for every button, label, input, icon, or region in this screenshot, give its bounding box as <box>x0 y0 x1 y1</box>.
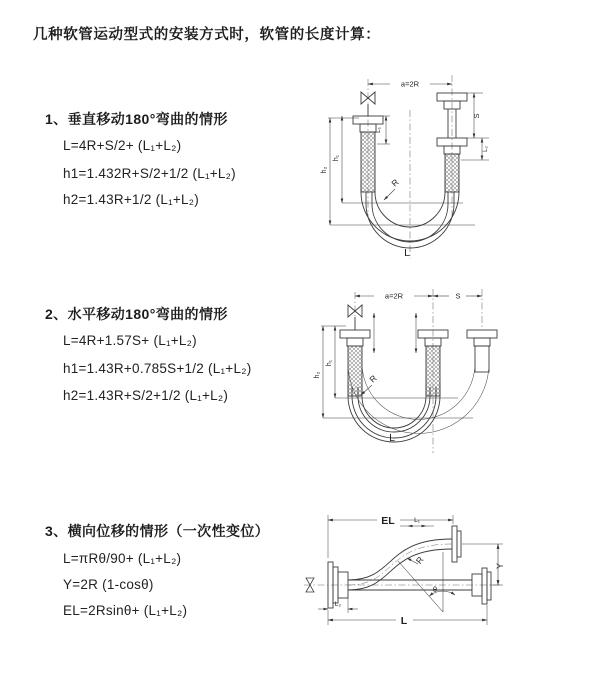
angle-construction <box>398 552 455 612</box>
radius-leader <box>361 385 372 395</box>
dim-h2-label: h₂ <box>321 166 328 174</box>
diagram-horizontal-180-bend <box>308 283 573 468</box>
section-3-formula-Y: Y=2R (1-cosθ) <box>63 577 154 592</box>
radius-leader <box>384 189 395 200</box>
dim-el-label: EL <box>381 515 395 527</box>
section-2-formula-h1: h1=1.43R+0.785S+1/2 (L₁+L₂) <box>63 361 252 376</box>
section-2-formula-L: L=4R+1.57S+ (L₁+L₂) <box>63 333 197 348</box>
dim-a2r-label: a=2R <box>384 291 404 301</box>
diagram-vertical-180-bend <box>315 68 525 263</box>
radius-label: R <box>367 373 379 385</box>
dim-l <box>328 605 487 625</box>
length-label: L <box>389 432 395 444</box>
dim-l-label: L <box>400 615 408 627</box>
section-2-formula-h2: h2=1.43R+S/2+1/2 (L₁+L₂) <box>63 388 229 403</box>
dim-l2-label: L₂ <box>334 601 342 608</box>
dim-s-label: S <box>455 291 461 301</box>
dim-h1-label: h₁ <box>333 154 340 162</box>
dim-l2-label: L₂ <box>483 146 489 152</box>
section-3-heading: 3、横向位移的情形（一次性变位） <box>45 523 270 539</box>
dim-y-label: Y <box>495 562 505 570</box>
dim-h1-h2 <box>321 326 473 418</box>
diagram-lateral-displacement <box>300 500 580 645</box>
angle-theta-label: θ <box>432 585 438 594</box>
pipe-fittings <box>340 330 497 396</box>
section-3-formula-EL: EL=2Rsinθ+ (L₁+L₂) <box>63 603 188 618</box>
section-1-formula-h1: h1=1.432R+S/2+1/2 (L₁+L₂) <box>63 166 236 181</box>
section-1-formula-h2: h2=1.43R+1/2 (L₁+L₂) <box>63 192 200 207</box>
dim-h1-label: h₁ <box>326 359 333 367</box>
dim-l1-label: L₁ <box>375 127 382 133</box>
dim-a2r-label: a=2R <box>400 79 420 89</box>
upper-right-flange <box>452 526 461 562</box>
page-title: 几种软管运动型式的安装方式时，软管的长度计算： <box>33 27 381 43</box>
radius-label: R <box>389 177 401 189</box>
length-label: L <box>404 247 410 259</box>
hose-s-curve <box>348 539 452 590</box>
dim-l1-label: L₁ <box>414 517 420 524</box>
section-3-formula-L: L=πRθ/90+ (L₁+L₂) <box>63 551 182 566</box>
dim-h2-label: h₂ <box>314 371 321 379</box>
dim-s-label: S <box>472 113 481 119</box>
radius-label: R <box>413 554 426 566</box>
section-2-heading: 2、水平移动180°弯曲的情形 <box>45 306 228 322</box>
section-1-formula-L: L=4R+S/2+ (L₁+L₂) <box>63 138 182 153</box>
fitting-length-dims <box>374 313 416 353</box>
section-1-heading: 1、垂直移动180°弯曲的情形 <box>45 111 228 127</box>
